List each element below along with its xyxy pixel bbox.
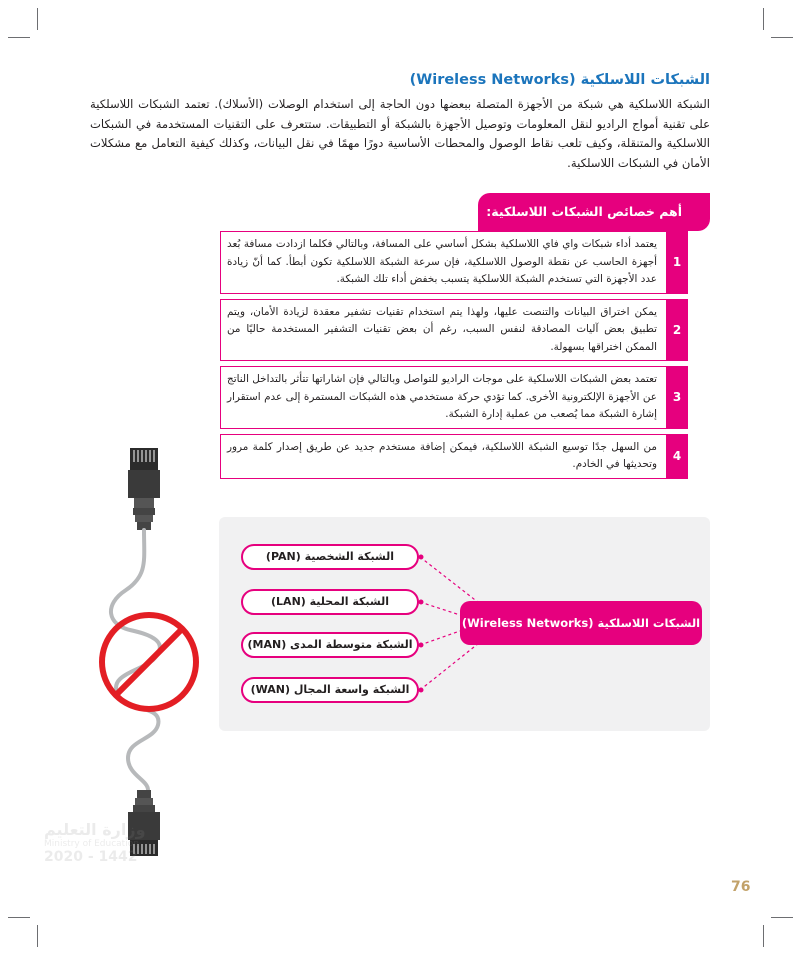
property-item bbox=[220, 299, 688, 362]
property-number: 4 bbox=[666, 435, 688, 478]
property-text: من السهل جدًا توسيع الشبكة اللاسلكية، فيمكن إضافة مستخدم جديد عن طريق إصدار كلمة مرور وتحديثها في الخادم. bbox=[220, 435, 666, 478]
property-number: 3 bbox=[666, 367, 688, 428]
crop-mark bbox=[771, 37, 793, 38]
property-item bbox=[220, 434, 688, 479]
network-type-man: الشبكة متوسطة المدى (MAN) bbox=[241, 632, 419, 658]
properties-title: أهم خصائص الشبكات اللاسلكية: bbox=[478, 193, 710, 231]
watermark-english: Ministry of Education bbox=[44, 839, 139, 849]
properties-list bbox=[220, 231, 688, 484]
property-text: يعتمد أداء شبكات واي فاي اللاسلكية بشكل أساسي على المسافة، وبالتالي فكلما ازدادت مسافة بُعد أجهزة الحاسب عن نقطة الوصول اللاسلكية، فإن سرعة الشبكة اللاسلكية تكون أبطأ. كما أنّ زيادة عدد الأجهزة التي تستخدم الشبكة اللاسلكية يتسبب بخفض أداء تلك الشبكة. bbox=[220, 232, 666, 293]
wireless-networks-node: الشبكات اللاسلكية (Wireless Networks) bbox=[460, 601, 702, 645]
property-text: تعتمد بعض الشبكات اللاسلكية على موجات الراديو للتواصل وبالتالي فإن اشاراتها تتأثر بالتداخل الناتج عن الأجهزة الإلكترونية الأخرى. كما تؤدي حركة مستخدمي هذه الشبكات المستمرة إلى عدم استقرار إشارة الشبكة مما يُصعب من عملية إدارة الشبكة. bbox=[220, 367, 666, 428]
property-number: 1 bbox=[666, 232, 688, 293]
crop-mark bbox=[771, 917, 793, 918]
intro-paragraph: الشبكة اللاسلكية هي شبكة من الأجهزة المتصلة ببعضها دون الحاجة إلى استخدام الوصلات (الأسلاك). تعتمد الشبكات اللاسلكية على تقنية أمواج الراديو لنقل المعلومات وتوصيل الأجهزة بالشبكة أو التطبيقات. ستتعرف على التقنيات المستخدمة في الشبكات اللاسلكية والمتنقلة، وكيف تلعب نقاط الوصول والمحطات الأساسية دورًا مهمًا في نقل البيانات، وكذلك كيفية التعامل مع مشكلات الأمان في الشبكات اللاسلكية. bbox=[90, 97, 710, 170]
crop-mark bbox=[763, 8, 764, 30]
crop-mark bbox=[8, 37, 30, 38]
network-type-lan: الشبكة المحلية (LAN) bbox=[241, 589, 419, 615]
ethernet-cable-crossed-icon bbox=[88, 440, 218, 860]
property-text: يمكن اختراق البيانات والتنصت عليها، ولهذا يتم استخدام تقنيات تشفير معقدة لزيادة الأمان، ويتم تطبيق بعض آليات المصادقة لنفس السبب، رغم أن بعض تقنيات التشفير المستخدمة حاليًا من الممكن اختراقها بسهولة. bbox=[220, 300, 666, 361]
property-item bbox=[220, 231, 688, 294]
crop-mark bbox=[8, 917, 30, 918]
page-number: 76 bbox=[731, 879, 751, 895]
property-item bbox=[220, 366, 688, 429]
network-types-diagram bbox=[219, 517, 710, 731]
section-heading: الشبكات اللاسلكية (Wireless Networks) bbox=[409, 72, 710, 88]
crop-mark bbox=[37, 8, 38, 30]
network-type-wan: الشبكة واسعة المجال (WAN) bbox=[241, 677, 419, 703]
ministry-watermark bbox=[44, 820, 174, 865]
crop-mark bbox=[763, 925, 764, 947]
watermark-year: 2020 - 1442 bbox=[44, 849, 138, 865]
property-number: 2 bbox=[666, 300, 688, 361]
crop-mark bbox=[37, 925, 38, 947]
network-type-pan: الشبكة الشخصية (PAN) bbox=[241, 544, 419, 570]
watermark-arabic: وزارة التعليم bbox=[44, 820, 146, 839]
